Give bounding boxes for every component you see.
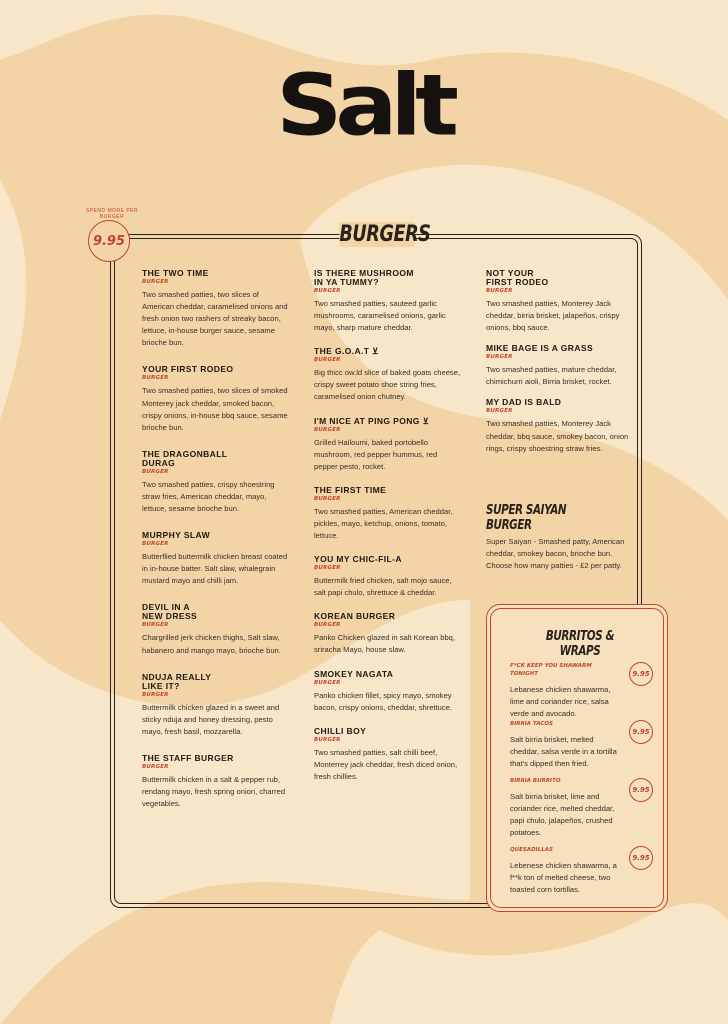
- menu-item: [314, 670, 462, 714]
- menu-item-tag: BURGER: [486, 354, 513, 361]
- menu-item: [314, 269, 462, 334]
- menu-item-desc: Two smashed patties, two slices of smoked Monterey jack cheddar, smoked bacon, crispy onions, in-house bbq sauce, sesame brioche bun.: [142, 386, 288, 432]
- menu-item-tag: BURGER: [486, 408, 513, 415]
- menu-item-tag: BURGER: [314, 565, 341, 572]
- burgers-column-2: [314, 269, 462, 796]
- menu-item-tag: BURGER: [142, 468, 169, 475]
- menu-item-desc: Two smashed patties, crispy shoestring straw fries, American cheddar, mayo, lettuce, sesame brioche bun.: [142, 479, 275, 514]
- menu-item: [314, 417, 462, 473]
- menu-item-name: IS THERE MUSHROOM IN YA TUMMY?: [314, 268, 414, 287]
- menu-item: [142, 673, 290, 738]
- menu-item: [314, 486, 462, 542]
- menu-item-name: CHILLI BOY: [314, 725, 367, 736]
- menu-item-desc: Butterflied buttermilk chicken breast coated in in-house batter. Salt slaw, whalegrain mustard mayo and chilli jam.: [142, 552, 288, 586]
- menu-item-tag: BURGER: [142, 763, 169, 770]
- menu-item: [142, 450, 290, 515]
- burrito-item-name: F*CK KEEP YOU SHAWARM TONIGHT: [510, 663, 592, 677]
- menu-item-desc: Two smashed patties, American cheddar, pickles, mayo, ketchup, onions, tomato, lettuce.: [314, 506, 453, 541]
- menu-item: [142, 754, 290, 810]
- menu-item-name: THE TWO TIME: [142, 268, 209, 278]
- menu-item-name: DEVIL IN A NEW DRESS: [142, 602, 198, 622]
- menu-item: [486, 269, 634, 334]
- menu-item: [142, 531, 290, 587]
- price-badge-caption: SPEND MORE PER BURGER: [85, 208, 139, 220]
- burrito-item-desc: Salt birria brisket, melted cheddar, salsa verde in a tortilla that's dipped then fried.: [510, 735, 617, 769]
- menu-item-desc: Panko chicken fillet, spicy mayo, smokey bacon, crispy onions, cheddar, shrettuce.: [314, 690, 453, 712]
- menu-item-tag: BURGER: [314, 426, 341, 433]
- burrito-item-name: QUESADILLAS: [510, 847, 553, 853]
- burrito-item-desc: Lebanese chicken shawarma, lime and coriander rice, salsa verde and avocado.: [510, 685, 611, 719]
- burrito-price-badge: 9.95: [629, 778, 653, 802]
- menu-item-name: I'M NICE AT PING PONG ⊻: [314, 415, 430, 426]
- menu-item-tag: BURGER: [142, 691, 169, 698]
- menu-item-tag: BURGER: [486, 288, 513, 294]
- burgers-section-title: BURGERS: [339, 222, 431, 247]
- menu-item: [486, 398, 634, 454]
- menu-item: [314, 347, 462, 403]
- menu-item-desc: Buttermilk fried chicken, salt mojo sauce, salt papi chulo, shrettuce & cheddar.: [314, 576, 452, 598]
- menu-item-name: THE FIRST TIME: [314, 484, 387, 495]
- menu-item-name: YOUR FIRST RODEO: [142, 364, 234, 375]
- menu-item-tag: BURGER: [142, 279, 169, 285]
- menu-item: [314, 555, 462, 599]
- menu-item-desc: Buttermilk chicken glazed in a sweet and sticky nduja and honey dressing, pesto mayo, fresh basil, mozzarella.: [142, 702, 280, 736]
- burrito-price-badge: 9.95: [629, 846, 653, 870]
- menu-item-desc: Two smashed patties, salt chilli beef, Monterrey jack cheddar, fresh diced onion, fresh chillies.: [314, 747, 458, 781]
- burritos-section-title: BURRITOS & WRAPS: [545, 629, 615, 659]
- menu-item: [314, 612, 462, 656]
- menu-item-tag: BURGER: [142, 622, 169, 629]
- burgers-column-3: [486, 269, 634, 465]
- menu-item-desc: Two smashed patties, two slices of American cheddar, caramelised onions and fresh onion two rashers of streaky bacon, lettuce, in-house burger sauce, sesame brioche bun.: [142, 290, 288, 348]
- menu-item: [142, 269, 290, 349]
- burrito-item: [510, 846, 620, 896]
- burrito-item: [510, 777, 620, 839]
- menu-item-name: THE STAFF BURGER: [142, 752, 234, 763]
- menu-item-name: MIKE BAGE IS A GRASS: [486, 343, 594, 354]
- burrito-item: [510, 720, 620, 770]
- menu-item-desc: Two smashed patties, sauteed garlic mushrooms, caramelised onions, garlic mayo, sharp mature cheddar.: [314, 299, 446, 333]
- price-badge: 9.95: [88, 220, 130, 262]
- menu-item-name: MY DAD IS BALD: [486, 397, 562, 408]
- menu-item-name: MURPHY SLAW: [142, 530, 210, 541]
- menu-item-tag: BURGER: [314, 622, 341, 629]
- brand-logo: Salt: [276, 56, 452, 155]
- menu-item-tag: BURGER: [314, 288, 341, 294]
- menu-item-desc: Two smashed patties, mature cheddar, chimichurri aioli, Birria brisket, rocket.: [486, 365, 617, 387]
- menu-item-desc: Grilled Halloumi, baked portobello mushroom, red pepper hummus, red pepper pesto, rocket.: [314, 437, 438, 471]
- burrito-item-desc: Lebenese chicken shawarma, a f**k ton of melted cheese, two toasted corn tortillas.: [510, 861, 617, 895]
- menu-item-desc: Two smashed patties, Monterey Jack cheddar, bbq sauce, smokey bacon, onion rings, crispy shoestring straw fries.: [486, 419, 629, 453]
- menu-item-name: NOT YOUR FIRST RODEO: [486, 268, 549, 287]
- menu-item: [486, 344, 634, 388]
- burrito-price-badge: 9.95: [629, 662, 653, 686]
- menu-item: [314, 727, 462, 783]
- menu-item-desc: Panko Chicken glazed in salt Korean bbq, sriracha Mayo, house slaw.: [314, 633, 455, 655]
- menu-item-desc: Two smashed patties, Monterey Jack cheddar, birria brisket, jalapeños, crispy onions, bbq sauce.: [486, 299, 620, 333]
- menu-item-tag: BURGER: [314, 495, 341, 502]
- menu-item: [142, 365, 290, 433]
- menu-item-desc: Chargrilled jerk chicken thighs, Salt slaw, habanero and mango mayo, brioche bun.: [142, 633, 281, 655]
- menu-item: [142, 603, 290, 656]
- burrito-item: [510, 662, 620, 720]
- menu-item-name: THE DRAGONBALL DURAG: [142, 448, 228, 468]
- menu-item-tag: BURGER: [314, 736, 341, 743]
- menu-item-desc: Big thicc ow.ld slice of baked goats cheese, crispy sweet potato shoe string fries, caramelised onion chutney.: [314, 368, 461, 402]
- burrito-item-name: BIRRIA TACOS: [510, 721, 554, 727]
- burrito-item-name: BIRRIA BURRITO: [510, 778, 561, 784]
- menu-item-name: NDUJA REALLY LIKE IT?: [142, 671, 212, 691]
- menu-item-tag: BURGER: [314, 357, 341, 364]
- burrito-price-badge: 9.95: [629, 720, 653, 744]
- super-saiyan-desc: Super Saiyan - Smashed patty, American cheddar, smokey bacon, brioche bun. Choose how many patties - £2 per patty.: [486, 537, 625, 571]
- menu-item-name: SMOKEY NAGATA: [314, 668, 394, 679]
- burgers-column-1: [142, 269, 290, 826]
- menu-item-name: KOREAN BURGER: [314, 611, 396, 622]
- menu-item-name: YOU MY CHIC-FIL-A: [314, 554, 402, 565]
- menu-item-desc: Buttermilk chicken in a salt & pepper rub, rendang mayo, fresh spring onion, charred vegetables.: [142, 774, 286, 809]
- menu-item-tag: BURGER: [314, 679, 341, 686]
- super-saiyan-title: SUPER SAIYAN BURGER: [486, 503, 567, 533]
- menu-item-tag: BURGER: [142, 541, 169, 548]
- menu-item-name: THE G.O.A.T ⊻: [314, 346, 379, 357]
- burrito-item-desc: Salt birria brisket, lime and coriander rice, melted cheddar, papi chulo, jalapeños, crushed potatoes.: [510, 792, 615, 838]
- menu-item-tag: BURGER: [142, 375, 169, 382]
